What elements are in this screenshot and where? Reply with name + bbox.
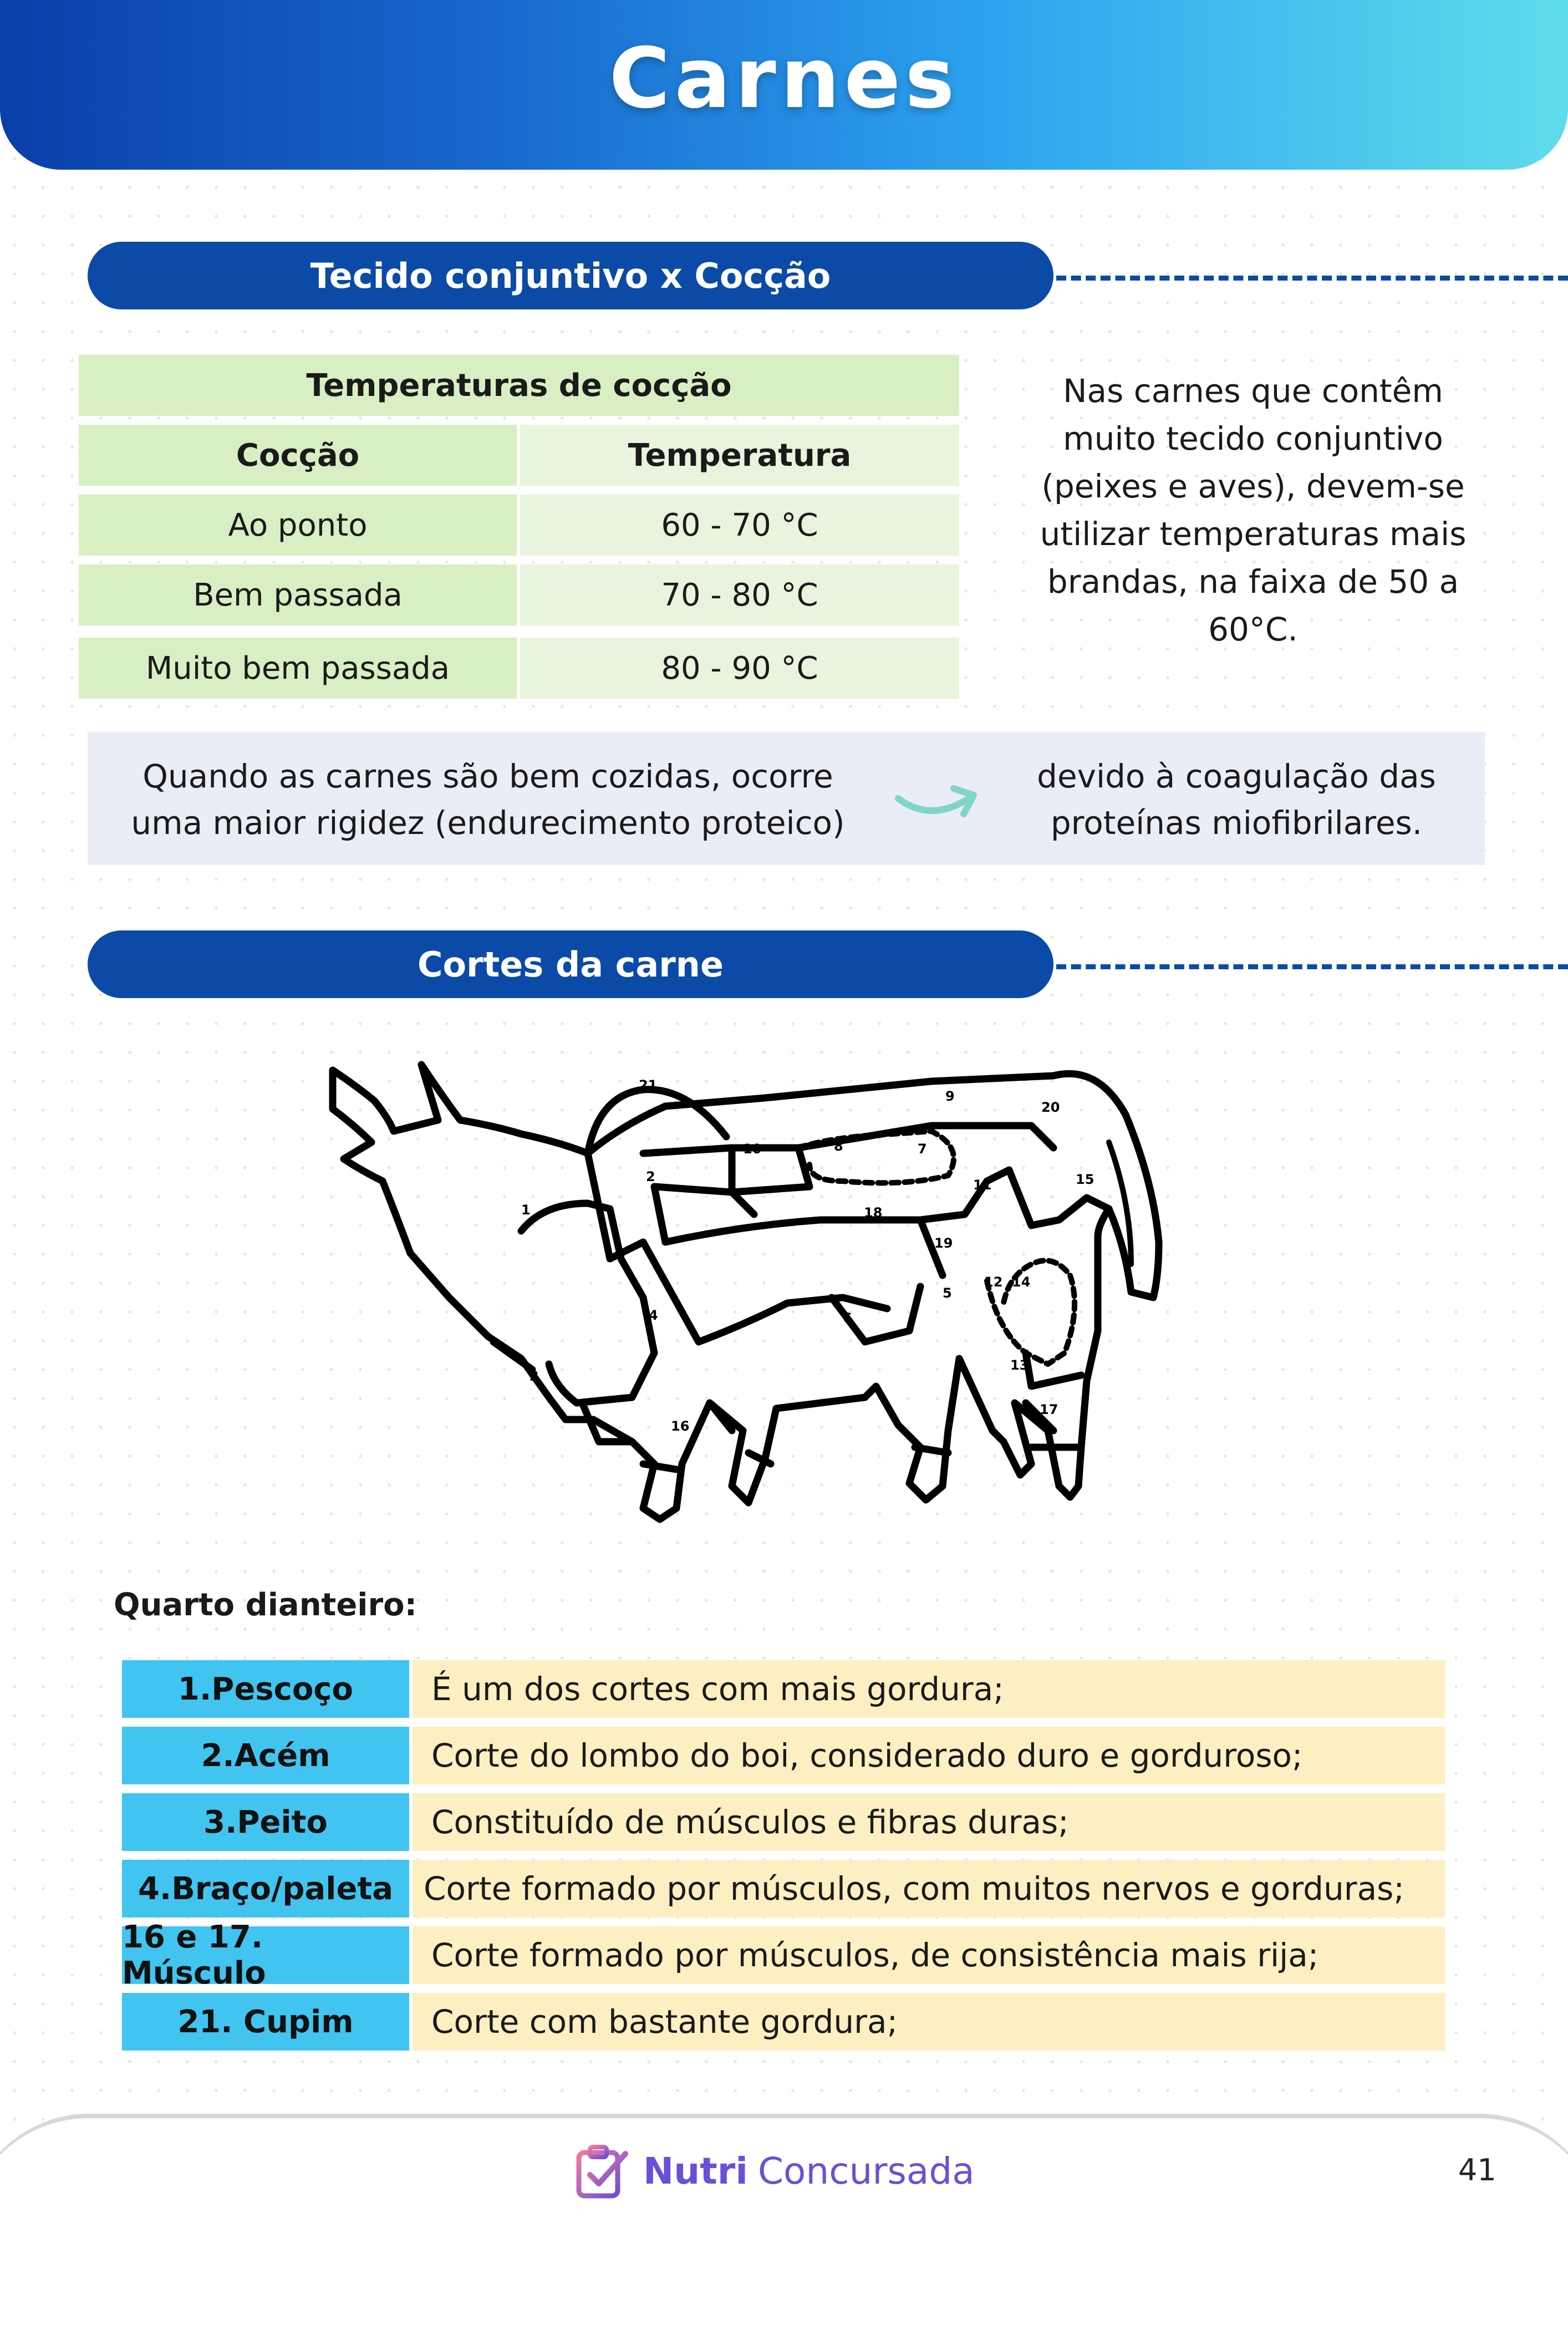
cut-desc: Corte com bastante gordura; [413,1993,1445,2051]
cut-desc: É um dos cortes com mais gordura; [413,1660,1445,1718]
table-cell: 80 - 90 °C [520,638,959,699]
cut-desc: Corte formado por músculos, com muitos nervos e gorduras; [413,1860,1445,1917]
cut-name: 1.Pescoço [122,1660,409,1718]
info-line: devido à coagulação das [1037,757,1436,795]
page-title: Carnes [609,30,959,127]
cut-label-9: 9 [945,1088,955,1104]
checklist-logo-icon [571,2140,632,2201]
info-left-text [111,753,865,846]
cut-label-2: 2 [646,1169,655,1184]
cut-label-20: 20 [1041,1100,1060,1115]
brand-logo [571,2140,975,2201]
table-header-coccao: Cocção [79,425,517,486]
section-title-tecido: Tecido conjuntivo x Cocção [88,242,1053,309]
cut-label-21: 21 [639,1077,658,1093]
info-line: proteínas miofibrilares. [1050,804,1423,842]
table-cell: 60 - 70 °C [520,495,959,556]
cut-label-12: 12 [984,1274,1003,1290]
cut-label-19: 19 [934,1235,953,1251]
table-cell: Bem passada [79,564,517,625]
side-note-line: Nas carnes que contêm [1063,372,1443,410]
table-cell: Muito bem passada [79,638,517,699]
cut-label-7: 7 [918,1141,927,1157]
cut-name: 16 e 17. Músculo [122,1926,409,1984]
cut-label-11: 11 [973,1177,992,1193]
side-note-line: 60°C. [1208,611,1298,648]
cut-label-6: 6 [843,1310,852,1326]
side-note-line: brandas, na faixa de 50 a [1047,563,1459,601]
section-divider [1056,964,1568,969]
cut-name: 3.Peito [122,1793,409,1851]
side-note-line: muito tecido conjuntivo [1063,420,1443,457]
cut-label-16: 16 [671,1418,690,1434]
info-line: uma maior rigidez (endurecimento proteico) [131,804,845,842]
info-right-text [998,753,1475,846]
cut-label-10: 10 [743,1141,762,1157]
cut-label-5: 5 [943,1285,952,1301]
side-note-line: utilizar temperaturas mais [1040,515,1467,553]
page-number: 41 [1458,2153,1496,2188]
cut-label-18: 18 [864,1205,883,1220]
cut-label-4: 4 [649,1308,658,1323]
side-note [1026,367,1480,653]
cut-label-14: 14 [1012,1274,1031,1290]
cut-name: 4.Braço/paleta [122,1860,409,1917]
cut-label-13: 13 [1010,1357,1029,1373]
cut-label-3: 3 [530,1369,539,1384]
cut-desc: Corte formado por músculos, de consistência mais rija; [413,1926,1445,1984]
side-note-line: (peixes e aves), devem-se [1041,467,1465,505]
cut-name: 2.Acém [122,1727,409,1784]
section-title-cortes: Cortes da carne [88,930,1053,998]
brand-nutri: Nutri [643,2149,748,2193]
table-cell: 70 - 80 °C [520,564,959,625]
cut-label-17: 17 [1040,1402,1058,1417]
cow-cuts-diagram [310,1042,1253,1614]
section-divider [1056,276,1568,281]
curved-arrow-right-icon [893,776,981,826]
cut-name: 21. Cupim [122,1993,409,2051]
info-line: Quando as carnes são bem cozidas, ocorre [142,757,833,795]
cut-label-1: 1 [521,1202,531,1218]
table-caption: Temperaturas de cocção [79,355,959,416]
cut-label-8: 8 [834,1138,843,1154]
cut-desc: Constituído de músculos e fibras duras; [413,1793,1445,1851]
table-header-temperatura: Temperatura [520,425,959,486]
quarter-label: Quarto dianteiro: [114,1587,417,1623]
brand-concursada: Concursada [757,2149,975,2193]
cut-desc: Corte do lombo do boi, considerado duro e gorduroso; [413,1727,1445,1784]
table-cell: Ao ponto [79,495,517,556]
cut-label-15: 15 [1076,1172,1094,1187]
